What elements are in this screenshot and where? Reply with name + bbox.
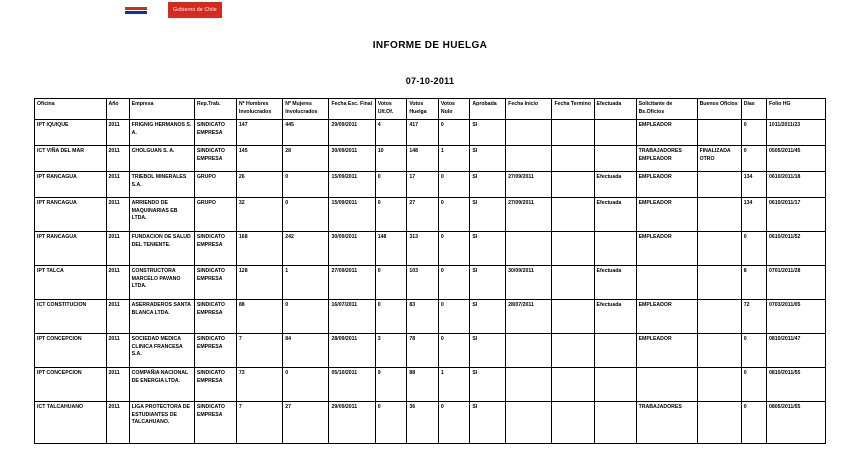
cell-solicitante: EMPLEADOR (636, 300, 697, 334)
cell-votos-ult: 10 (375, 146, 407, 172)
cell-votos-nulo: 0 (438, 120, 470, 146)
cell-fecha-termino (552, 120, 594, 146)
cell-fecha-termino (552, 198, 594, 232)
cell-efectuada: Efectuada (594, 172, 636, 198)
cell-fecha-inicio (506, 146, 552, 172)
cell-hombres: 73 (236, 368, 282, 402)
column-header-anio: Año (106, 99, 129, 120)
cell-folio: 0610/2011/17 (766, 198, 825, 232)
cell-hombres: 88 (236, 300, 282, 334)
cell-oficina: IPT TALCA (35, 266, 107, 300)
cell-solicitante (636, 368, 697, 402)
cell-buenos-oficios (697, 300, 741, 334)
cell-dias: 8 (741, 266, 766, 300)
cell-buenos-oficios (697, 368, 741, 402)
cell-aprobada: SI (470, 266, 506, 300)
cell-anio: 2011 (106, 120, 129, 146)
cell-votos-nulo: 0 (438, 172, 470, 198)
cell-solicitante: EMPLEADOR (636, 334, 697, 368)
cell-mujeres: 28 (283, 146, 329, 172)
cell-rep-trab: SINDICATO EMPRESA (194, 146, 236, 172)
cell-fecha-termino (552, 402, 594, 444)
cell-folio: 0701/2011/28 (766, 266, 825, 300)
cell-rep-trab: GRUPO (194, 198, 236, 232)
cell-fecha-termino (552, 232, 594, 266)
cell-empresa: FUNDACION DE SALUD DEL TENIENTE. (129, 232, 194, 266)
column-header-hombres: Nº Hombres Involucrados (236, 99, 282, 120)
column-header-votos-nulo: Votos Nulo (438, 99, 470, 120)
cell-solicitante: TRABAJADORES (636, 402, 697, 444)
cell-efectuada (594, 120, 636, 146)
cell-votos-ult: 0 (375, 198, 407, 232)
cell-mujeres: 0 (283, 368, 329, 402)
cell-oficina: IPT CONCEPCION (35, 368, 107, 402)
cell-fecha-termino (552, 266, 594, 300)
table-row (35, 146, 826, 172)
cell-mujeres: 0 (283, 172, 329, 198)
cell-hombres: 32 (236, 198, 282, 232)
cell-folio: 0810/2011/47 (766, 334, 825, 368)
cell-fecha-esc-final: 27/09/2011 (329, 266, 375, 300)
cell-anio: 2011 (106, 368, 129, 402)
cell-oficina: IPT CONCEPCION (35, 334, 107, 368)
column-header-aprobada: Aprobada (470, 99, 506, 120)
cell-anio: 2011 (106, 198, 129, 232)
cell-fecha-termino (552, 368, 594, 402)
cell-fecha-inicio (506, 232, 552, 266)
cell-anio: 2011 (106, 402, 129, 444)
cell-hombres: 128 (236, 266, 282, 300)
cell-votos-nulo: 1 (438, 146, 470, 172)
cell-votos-ult: 0 (375, 266, 407, 300)
cell-dias: 0 (741, 232, 766, 266)
table-row (35, 402, 826, 444)
cell-fecha-inicio (506, 120, 552, 146)
cell-aprobada: SI (470, 300, 506, 334)
cell-efectuada (594, 232, 636, 266)
cell-votos-nulo: 0 (438, 232, 470, 266)
cell-solicitante: EMPLEADOR (636, 198, 697, 232)
cell-votos-huelga: 78 (407, 334, 439, 368)
cell-fecha-esc-final: 29/09/2011 (329, 402, 375, 444)
table-row (35, 172, 826, 198)
cell-rep-trab: SINDICATO EMPRESA (194, 402, 236, 444)
cell-fecha-inicio (506, 402, 552, 444)
huelga-table (34, 98, 826, 444)
cell-dias: 134 (741, 172, 766, 198)
column-header-fecha-esc-final: Fecha Esc. Final (329, 99, 375, 120)
cell-efectuada (594, 334, 636, 368)
column-header-solicitante: Solicitante de Bs.Oficios (636, 99, 697, 120)
cell-rep-trab: SINDICATO EMPRESA (194, 120, 236, 146)
cell-anio: 2011 (106, 172, 129, 198)
cell-solicitante: EMPLEADOR (636, 120, 697, 146)
column-header-empresa: Empresa (129, 99, 194, 120)
cell-rep-trab: SINDICATO EMPRESA (194, 300, 236, 334)
table-row (35, 368, 826, 402)
cell-fecha-inicio: 28/07/2011 (506, 300, 552, 334)
page-title: INFORME DE HUELGA (372, 40, 488, 51)
cell-votos-huelga: 36 (407, 402, 439, 444)
cell-folio: 0505/2011/45 (766, 146, 825, 172)
cell-empresa: LIGA PROTECTORA DE ESTUDIANTES DE TALCAHUANO. (129, 402, 194, 444)
cell-mujeres: 0 (283, 198, 329, 232)
column-header-efectuada: Efectuada (594, 99, 636, 120)
cell-efectuada: Efectuada (594, 198, 636, 232)
cell-mujeres: 1 (283, 266, 329, 300)
cell-dias: 0 (741, 120, 766, 146)
cell-hombres: 26 (236, 172, 282, 198)
cell-buenos-oficios: FINALIZADA OTRO (697, 146, 741, 172)
cell-mujeres: 0 (283, 300, 329, 334)
cell-aprobada: SI (470, 198, 506, 232)
cell-oficina: ICT TALCAHUANO (35, 402, 107, 444)
cell-mujeres: 27 (283, 402, 329, 444)
cell-efectuada (594, 368, 636, 402)
cell-votos-ult: 0 (375, 402, 407, 444)
column-header-rep-trab: Rep.Trab. (194, 99, 236, 120)
cell-hombres: 7 (236, 334, 282, 368)
cell-empresa: CHOLGUAN S. A. (129, 146, 194, 172)
cell-buenos-oficios (697, 266, 741, 300)
cell-votos-ult: 4 (375, 120, 407, 146)
cell-anio: 2011 (106, 266, 129, 300)
cell-oficina: IPT IQUIQUE (35, 120, 107, 146)
huelga-table-container (34, 98, 826, 444)
cell-anio: 2011 (106, 334, 129, 368)
column-header-votos-huelga: Votos Huelga (407, 99, 439, 120)
cell-solicitante: EMPLEADOR (636, 172, 697, 198)
cell-aprobada: SI (470, 120, 506, 146)
cell-fecha-inicio (506, 368, 552, 402)
cell-buenos-oficios (697, 402, 741, 444)
cell-mujeres: 445 (283, 120, 329, 146)
cell-aprobada: SI (470, 368, 506, 402)
gobierno-de-chile-logo (118, 2, 222, 18)
cell-votos-ult: 0 (375, 300, 407, 334)
cell-empresa: TRIEBOL MINERALES S.A. (129, 172, 194, 198)
cell-fecha-inicio: 27/09/2011 (506, 198, 552, 232)
cell-fecha-esc-final: 28/09/2011 (329, 334, 375, 368)
column-header-folio-hg: Folio HG (766, 99, 825, 120)
cell-anio: 2011 (106, 300, 129, 334)
cell-votos-huelga: 83 (407, 300, 439, 334)
cell-empresa: FRIGNIG HERMANOS S. A. (129, 120, 194, 146)
cell-hombres: 147 (236, 120, 282, 146)
cell-efectuada (594, 146, 636, 172)
cell-votos-huelga: 313 (407, 232, 439, 266)
cell-mujeres: 84 (283, 334, 329, 368)
cell-rep-trab: SINDICATO EMPRESA (194, 232, 236, 266)
cell-rep-trab: SINDICATO EMPRESA (194, 368, 236, 402)
flag-stripes-icon (118, 2, 168, 18)
cell-aprobada: SI (470, 172, 506, 198)
cell-votos-nulo: 0 (438, 198, 470, 232)
column-header-fecha-inicio: Fecha Inicio (506, 99, 552, 120)
cell-fecha-esc-final: 15/09/2011 (329, 172, 375, 198)
cell-rep-trab: SINDICATO EMPRESA (194, 334, 236, 368)
table-row (35, 334, 826, 368)
cell-aprobada: SI (470, 402, 506, 444)
cell-hombres: 168 (236, 232, 282, 266)
cell-votos-nulo: 0 (438, 402, 470, 444)
table-header-row (35, 99, 826, 120)
cell-empresa: ASERRADEROS SANTA BLANCA LTDA. (129, 300, 194, 334)
cell-empresa: CONSTRUCTORA MARCELO PAVANO LTDA. (129, 266, 194, 300)
cell-anio: 2011 (106, 146, 129, 172)
cell-buenos-oficios (697, 120, 741, 146)
cell-efectuada (594, 402, 636, 444)
column-header-mujeres: Nº Mujeres Involucrados (283, 99, 329, 120)
cell-votos-huelga: 148 (407, 146, 439, 172)
cell-votos-huelga: 88 (407, 368, 439, 402)
table-row (35, 266, 826, 300)
cell-solicitante (636, 266, 697, 300)
cell-folio: 1011/2011/23 (766, 120, 825, 146)
cell-oficina: IPT RANCAGUA (35, 232, 107, 266)
cell-aprobada: SI (470, 232, 506, 266)
cell-efectuada: Efectuada (594, 266, 636, 300)
cell-oficina: ICT CONSTITUCION (35, 300, 107, 334)
cell-fecha-inicio: 30/09/2011 (506, 266, 552, 300)
cell-fecha-esc-final: 15/09/2011 (329, 198, 375, 232)
cell-oficina: IPT RANCAGUA (35, 172, 107, 198)
table-row (35, 198, 826, 232)
cell-votos-huelga: 103 (407, 266, 439, 300)
cell-oficina: IPT RANCAGUA (35, 198, 107, 232)
cell-efectuada: Efectuada (594, 300, 636, 334)
table-row (35, 300, 826, 334)
column-header-dias: Días (741, 99, 766, 120)
cell-fecha-esc-final: 30/09/2011 (329, 232, 375, 266)
table-row (35, 120, 826, 146)
column-header-buenos-oficios: Buenos Oficios (697, 99, 741, 120)
cell-votos-ult: 9 (375, 368, 407, 402)
cell-fecha-inicio: 27/09/2011 (506, 172, 552, 198)
logo-text: Gobierno de Chile (168, 2, 222, 18)
cell-votos-nulo: 0 (438, 266, 470, 300)
cell-solicitante: EMPLEADOR (636, 232, 697, 266)
cell-fecha-inicio (506, 334, 552, 368)
cell-empresa: COMPAÑIA NACIONAL DE ENERGIA LTDA. (129, 368, 194, 402)
cell-fecha-esc-final: 16/07/2011 (329, 300, 375, 334)
cell-fecha-termino (552, 146, 594, 172)
cell-votos-ult: 0 (375, 172, 407, 198)
cell-fecha-termino (552, 334, 594, 368)
cell-fecha-esc-final: 29/09/2011 (329, 120, 375, 146)
cell-dias: 0 (741, 146, 766, 172)
cell-votos-nulo: 1 (438, 368, 470, 402)
column-header-oficina: Oficina (35, 99, 107, 120)
cell-folio: 0810/2011/55 (766, 368, 825, 402)
cell-folio: 0610/2011/18 (766, 172, 825, 198)
cell-rep-trab: GRUPO (194, 172, 236, 198)
cell-empresa: SOCIEDAD MEDICA CLINICA FRANCESA S.A. (129, 334, 194, 368)
cell-votos-ult: 148 (375, 232, 407, 266)
cell-votos-nulo: 0 (438, 334, 470, 368)
cell-solicitante: TRABAJADORES EMPLEADOR (636, 146, 697, 172)
cell-anio: 2011 (106, 232, 129, 266)
cell-folio: 0805/2011/55 (766, 402, 825, 444)
cell-oficina: ICT VIÑA DEL MAR (35, 146, 107, 172)
cell-folio: 0703/2011/05 (766, 300, 825, 334)
cell-folio: 0610/2011/52 (766, 232, 825, 266)
cell-dias: 72 (741, 300, 766, 334)
cell-fecha-termino (552, 172, 594, 198)
cell-dias: 0 (741, 368, 766, 402)
table-row (35, 232, 826, 266)
cell-fecha-termino (552, 300, 594, 334)
cell-empresa: ARRIENDO DE MAQUINARIAS EB LTDA. (129, 198, 194, 232)
cell-buenos-oficios (697, 172, 741, 198)
column-header-votos-ult-of: Votos Ult.Of. (375, 99, 407, 120)
cell-votos-huelga: 417 (407, 120, 439, 146)
cell-dias: 0 (741, 402, 766, 444)
cell-votos-ult: 3 (375, 334, 407, 368)
cell-buenos-oficios (697, 334, 741, 368)
cell-aprobada: SI (470, 146, 506, 172)
cell-aprobada: SI (470, 334, 506, 368)
cell-mujeres: 242 (283, 232, 329, 266)
cell-votos-huelga: 17 (407, 172, 439, 198)
report-date: 07-10-2011 (405, 76, 455, 86)
table-body (35, 120, 826, 444)
cell-votos-nulo: 0 (438, 300, 470, 334)
cell-buenos-oficios (697, 198, 741, 232)
cell-buenos-oficios (697, 232, 741, 266)
cell-hombres: 145 (236, 146, 282, 172)
cell-fecha-esc-final: 30/09/2011 (329, 146, 375, 172)
cell-votos-huelga: 27 (407, 198, 439, 232)
column-header-fecha-termino: Fecha Termino (552, 99, 594, 120)
cell-dias: 134 (741, 198, 766, 232)
cell-fecha-esc-final: 05/10/2011 (329, 368, 375, 402)
cell-rep-trab: SINDICATO EMPRESA (194, 266, 236, 300)
cell-dias: 0 (741, 334, 766, 368)
cell-hombres: 7 (236, 402, 282, 444)
